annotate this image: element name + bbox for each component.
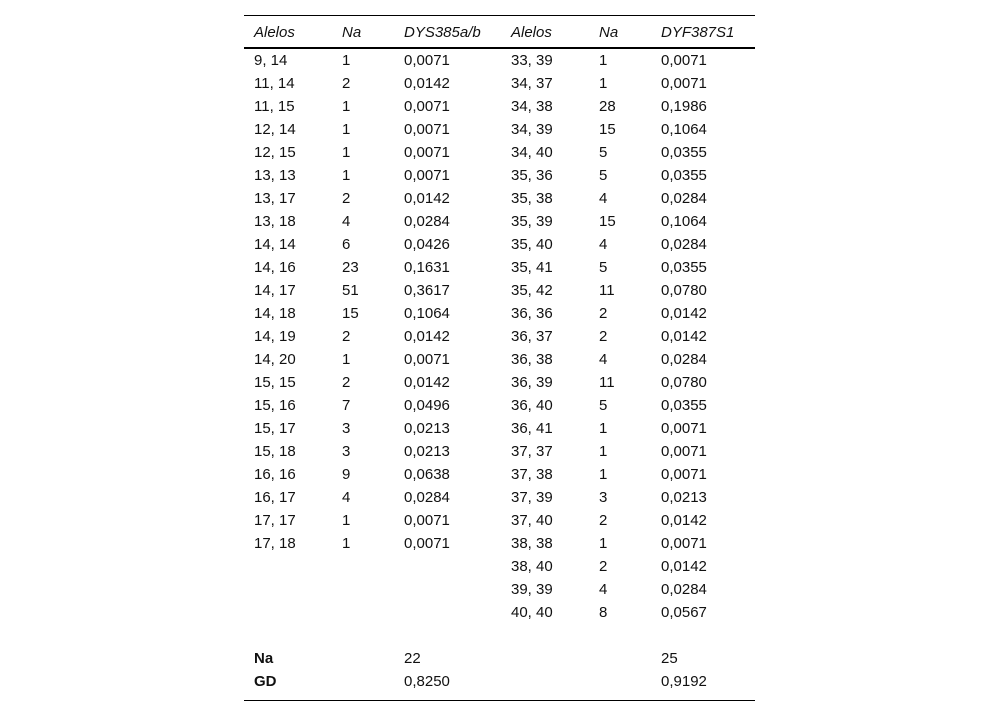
cell-na-dyf387: 5 [599, 144, 608, 161]
cell-na-dyf387: 5 [599, 397, 608, 414]
table-row [244, 348, 755, 371]
cell-alelos-dyf387: 35, 41 [511, 259, 553, 276]
cell-alelos-dyf387: 35, 40 [511, 236, 553, 253]
cell-alelos-dyf387: 35, 36 [511, 167, 553, 184]
cell-alelos-dyf387: 34, 40 [511, 144, 553, 161]
table-row [244, 118, 755, 141]
header-dys385ab: DYS385a/b [404, 24, 481, 41]
cell-freq-dys385: 0,0071 [404, 144, 450, 161]
cell-na-dyf387: 4 [599, 190, 608, 207]
cell-freq-dys385: 0,0142 [404, 75, 450, 92]
cell-alelos-dys385: 15, 16 [254, 397, 296, 414]
summary-label: GD [254, 673, 277, 690]
table-row [244, 440, 755, 463]
cell-freq-dys385: 0,0142 [404, 374, 450, 391]
cell-alelos-dys385: 14, 17 [254, 282, 296, 299]
cell-freq-dyf387: 0,1986 [661, 98, 707, 115]
cell-alelos-dyf387: 35, 42 [511, 282, 553, 299]
table-row [244, 210, 755, 233]
table-row [244, 72, 755, 95]
cell-freq-dys385: 0,0071 [404, 535, 450, 552]
cell-freq-dys385: 0,3617 [404, 282, 450, 299]
cell-freq-dyf387: 0,0284 [661, 236, 707, 253]
cell-freq-dyf387: 0,0071 [661, 52, 707, 69]
cell-alelos-dys385: 15, 15 [254, 374, 296, 391]
cell-na-dys385: 1 [342, 52, 351, 69]
cell-alelos-dyf387: 33, 39 [511, 52, 553, 69]
cell-na-dyf387: 5 [599, 259, 608, 276]
cell-alelos-dys385: 13, 18 [254, 213, 296, 230]
cell-na-dyf387: 2 [599, 305, 608, 322]
cell-freq-dyf387: 0,0213 [661, 489, 707, 506]
table-row [244, 578, 755, 601]
cell-alelos-dys385: 13, 13 [254, 167, 296, 184]
table-row [244, 325, 755, 348]
cell-alelos-dyf387: 34, 37 [511, 75, 553, 92]
cell-freq-dyf387: 0,0142 [661, 305, 707, 322]
cell-na-dys385: 3 [342, 443, 351, 460]
cell-freq-dyf387: 0,0142 [661, 558, 707, 575]
cell-freq-dys385: 0,0071 [404, 121, 450, 138]
table-row [244, 463, 755, 486]
cell-na-dyf387: 2 [599, 512, 608, 529]
cell-freq-dyf387: 0,0780 [661, 374, 707, 391]
cell-freq-dys385: 0,0284 [404, 489, 450, 506]
cell-na-dys385: 2 [342, 75, 351, 92]
cell-alelos-dys385: 9, 14 [254, 52, 288, 69]
table-row [244, 187, 755, 210]
cell-na-dyf387: 15 [599, 121, 616, 138]
cell-freq-dys385: 0,0071 [404, 98, 450, 115]
cell-alelos-dyf387: 37, 37 [511, 443, 553, 460]
cell-na-dys385: 4 [342, 489, 351, 506]
summary-row-gd [244, 670, 755, 693]
cell-na-dyf387: 1 [599, 420, 608, 437]
cell-alelos-dys385: 14, 18 [254, 305, 296, 322]
summary-dys385-value: 22 [404, 650, 421, 667]
cell-na-dyf387: 1 [599, 466, 608, 483]
table-row [244, 417, 755, 440]
cell-alelos-dyf387: 39, 39 [511, 581, 553, 598]
header-na-2: Na [599, 24, 619, 41]
table-row [244, 509, 755, 532]
cell-na-dys385: 1 [342, 144, 351, 161]
cell-na-dys385: 1 [342, 535, 351, 552]
cell-alelos-dys385: 17, 17 [254, 512, 296, 529]
table-row [244, 532, 755, 555]
cell-alelos-dyf387: 36, 41 [511, 420, 553, 437]
cell-alelos-dys385: 17, 18 [254, 535, 296, 552]
cell-na-dys385: 1 [342, 167, 351, 184]
cell-na-dys385: 2 [342, 374, 351, 391]
cell-alelos-dys385: 11, 14 [254, 75, 295, 92]
cell-freq-dyf387: 0,0567 [661, 604, 707, 621]
cell-freq-dyf387: 0,0071 [661, 466, 707, 483]
cell-alelos-dyf387: 35, 39 [511, 213, 553, 230]
cell-na-dys385: 3 [342, 420, 351, 437]
cell-na-dyf387: 1 [599, 535, 608, 552]
summary-row-na [244, 647, 755, 670]
cell-freq-dys385: 0,0071 [404, 351, 450, 368]
cell-alelos-dys385: 15, 17 [254, 420, 296, 437]
table-row [244, 279, 755, 302]
cell-freq-dys385: 0,0071 [404, 167, 450, 184]
cell-alelos-dys385: 14, 19 [254, 328, 296, 345]
cell-na-dyf387: 2 [599, 558, 608, 575]
cell-alelos-dyf387: 34, 39 [511, 121, 553, 138]
cell-na-dys385: 7 [342, 397, 351, 414]
cell-freq-dyf387: 0,1064 [661, 121, 707, 138]
cell-alelos-dys385: 13, 17 [254, 190, 296, 207]
table-row [244, 371, 755, 394]
cell-freq-dys385: 0,0284 [404, 213, 450, 230]
cell-freq-dys385: 0,0426 [404, 236, 450, 253]
cell-freq-dyf387: 0,0355 [661, 167, 707, 184]
cell-freq-dys385: 0,0213 [404, 420, 450, 437]
cell-na-dyf387: 4 [599, 581, 608, 598]
table-header [244, 16, 755, 49]
cell-na-dyf387: 28 [599, 98, 616, 115]
cell-alelos-dys385: 16, 16 [254, 466, 296, 483]
cell-alelos-dys385: 15, 18 [254, 443, 296, 460]
cell-alelos-dyf387: 36, 39 [511, 374, 553, 391]
cell-freq-dys385: 0,0638 [404, 466, 450, 483]
table-row [244, 555, 755, 578]
table-row [244, 394, 755, 417]
cell-freq-dyf387: 0,0142 [661, 328, 707, 345]
cell-freq-dys385: 0,0142 [404, 190, 450, 207]
cell-alelos-dys385: 16, 17 [254, 489, 296, 506]
cell-na-dys385: 1 [342, 351, 351, 368]
cell-freq-dyf387: 0,0284 [661, 581, 707, 598]
cell-alelos-dyf387: 38, 40 [511, 558, 553, 575]
header-alelos-1: Alelos [254, 24, 295, 41]
summary-label: Na [254, 650, 274, 667]
table-row [244, 256, 755, 279]
cell-alelos-dys385: 14, 20 [254, 351, 296, 368]
cell-na-dyf387: 3 [599, 489, 608, 506]
summary-dyf387-value: 0,9192 [661, 673, 707, 690]
cell-na-dyf387: 4 [599, 236, 608, 253]
cell-freq-dyf387: 0,0284 [661, 190, 707, 207]
cell-alelos-dyf387: 35, 38 [511, 190, 553, 207]
cell-na-dys385: 2 [342, 190, 351, 207]
cell-freq-dys385: 0,1631 [404, 259, 450, 276]
cell-freq-dyf387: 0,0071 [661, 535, 707, 552]
table-summary [244, 647, 755, 693]
cell-freq-dyf387: 0,0142 [661, 512, 707, 529]
cell-na-dys385: 1 [342, 98, 351, 115]
cell-na-dyf387: 1 [599, 75, 608, 92]
cell-alelos-dyf387: 38, 38 [511, 535, 553, 552]
cell-alelos-dyf387: 36, 40 [511, 397, 553, 414]
cell-na-dyf387: 15 [599, 213, 616, 230]
cell-na-dyf387: 4 [599, 351, 608, 368]
cell-freq-dys385: 0,0496 [404, 397, 450, 414]
table-row [244, 141, 755, 164]
cell-na-dys385: 23 [342, 259, 359, 276]
cell-na-dyf387: 1 [599, 52, 608, 69]
cell-na-dys385: 1 [342, 512, 351, 529]
summary-dyf387-value: 25 [661, 650, 678, 667]
cell-freq-dyf387: 0,0355 [661, 259, 707, 276]
cell-alelos-dyf387: 36, 38 [511, 351, 553, 368]
table-row [244, 233, 755, 256]
cell-na-dys385: 1 [342, 121, 351, 138]
cell-na-dyf387: 1 [599, 443, 608, 460]
cell-freq-dyf387: 0,1064 [661, 213, 707, 230]
cell-na-dys385: 15 [342, 305, 359, 322]
cell-alelos-dyf387: 37, 39 [511, 489, 553, 506]
cell-alelos-dys385: 14, 14 [254, 236, 296, 253]
cell-freq-dyf387: 0,0071 [661, 420, 707, 437]
cell-freq-dys385: 0,1064 [404, 305, 450, 322]
cell-freq-dyf387: 0,0355 [661, 144, 707, 161]
table-row [244, 49, 755, 72]
cell-freq-dyf387: 0,0071 [661, 75, 707, 92]
cell-alelos-dyf387: 36, 36 [511, 305, 553, 322]
cell-na-dyf387: 2 [599, 328, 608, 345]
cell-freq-dys385: 0,0071 [404, 52, 450, 69]
cell-na-dyf387: 8 [599, 604, 608, 621]
cell-na-dyf387: 5 [599, 167, 608, 184]
cell-freq-dys385: 0,0213 [404, 443, 450, 460]
cell-alelos-dyf387: 34, 38 [511, 98, 553, 115]
header-dyf387s1: DYF387S1 [661, 24, 735, 41]
table-row [244, 164, 755, 187]
cell-freq-dys385: 0,0071 [404, 512, 450, 529]
cell-freq-dyf387: 0,0780 [661, 282, 707, 299]
cell-alelos-dyf387: 37, 40 [511, 512, 553, 529]
cell-freq-dys385: 0,0142 [404, 328, 450, 345]
table-row [244, 601, 755, 624]
cell-alelos-dyf387: 40, 40 [511, 604, 553, 621]
summary-dys385-value: 0,8250 [404, 673, 450, 690]
header-alelos-2: Alelos [511, 24, 552, 41]
cell-freq-dyf387: 0,0355 [661, 397, 707, 414]
table-row [244, 486, 755, 509]
cell-na-dys385: 9 [342, 466, 351, 483]
cell-alelos-dys385: 12, 14 [254, 121, 296, 138]
cell-na-dyf387: 11 [599, 374, 615, 391]
cell-alelos-dyf387: 37, 38 [511, 466, 553, 483]
cell-na-dyf387: 11 [599, 282, 615, 299]
table-row [244, 95, 755, 118]
table-body [244, 49, 755, 624]
cell-na-dys385: 51 [342, 282, 359, 299]
cell-alelos-dyf387: 36, 37 [511, 328, 553, 345]
header-na-1: Na [342, 24, 362, 41]
cell-alelos-dys385: 12, 15 [254, 144, 296, 161]
cell-na-dys385: 2 [342, 328, 351, 345]
cell-na-dys385: 6 [342, 236, 351, 253]
cell-na-dys385: 4 [342, 213, 351, 230]
cell-alelos-dys385: 11, 15 [254, 98, 295, 115]
cell-freq-dyf387: 0,0071 [661, 443, 707, 460]
cell-alelos-dys385: 14, 16 [254, 259, 296, 276]
cell-freq-dyf387: 0,0284 [661, 351, 707, 368]
allele-frequency-table [244, 15, 755, 701]
table-row [244, 302, 755, 325]
